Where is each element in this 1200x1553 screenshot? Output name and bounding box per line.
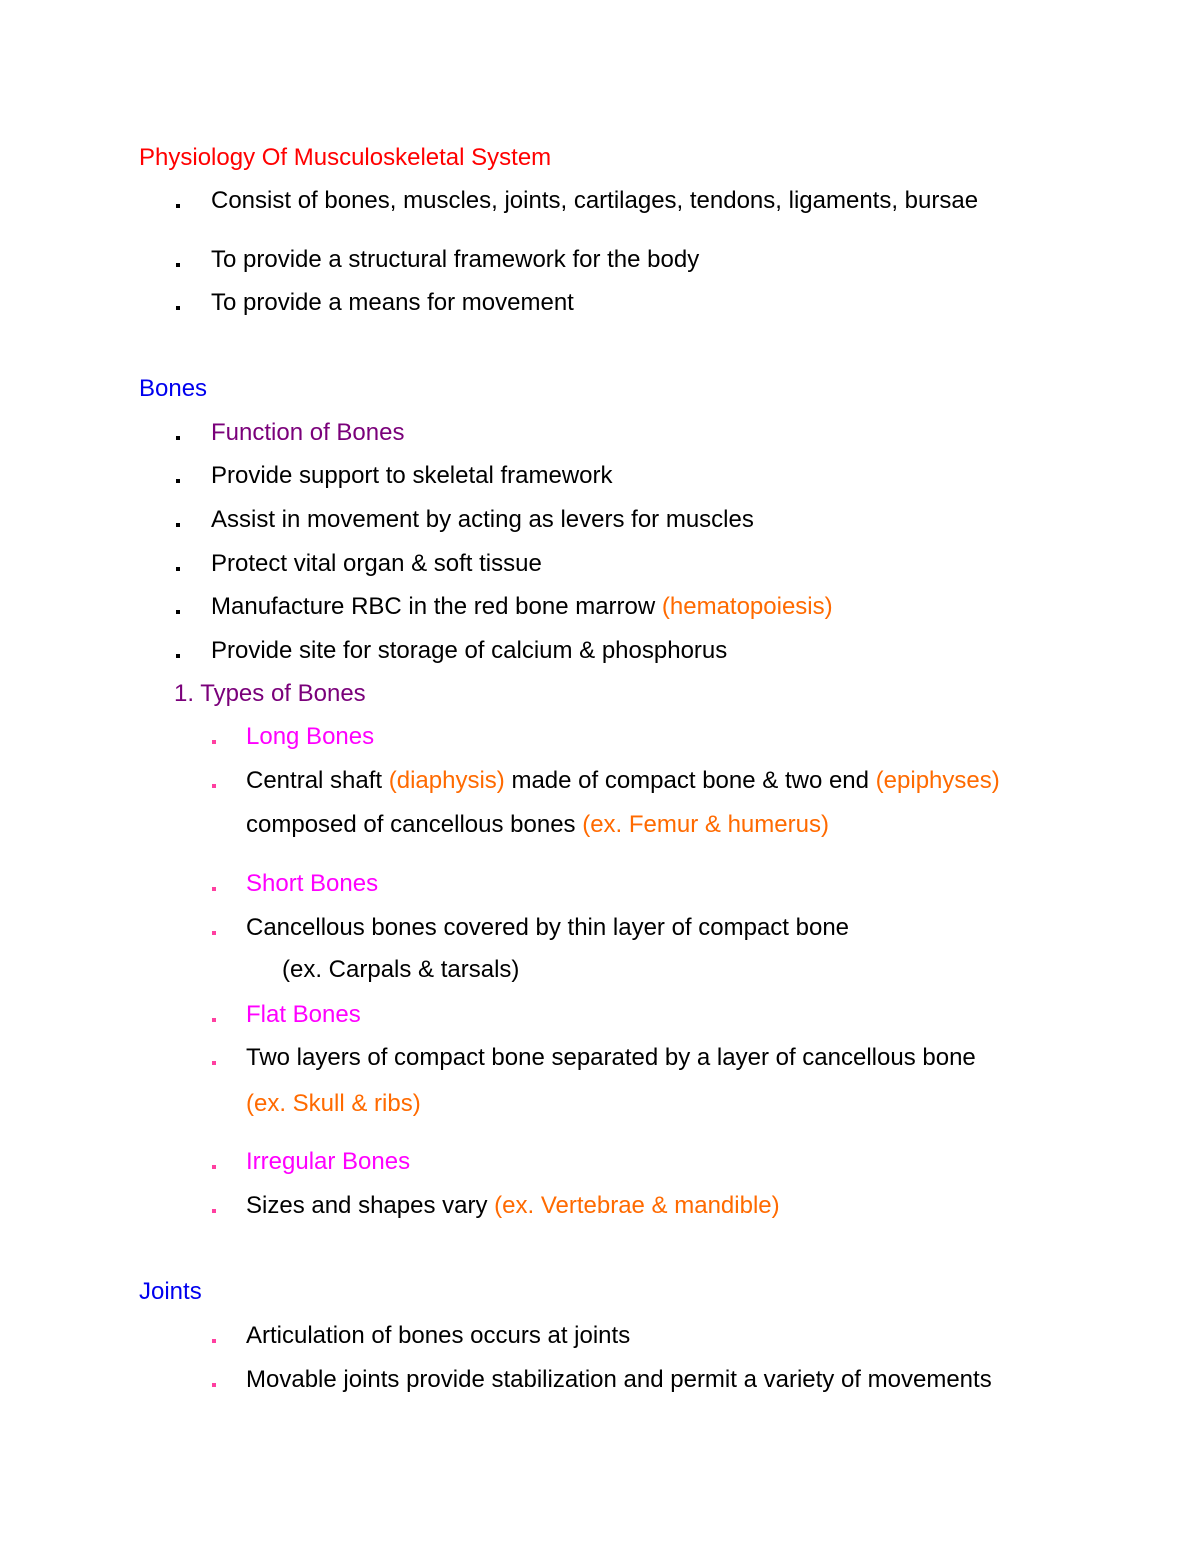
bullet-icon <box>212 784 216 788</box>
list-item: To provide a structural framework for the body <box>211 246 700 273</box>
bullet-icon <box>212 740 216 744</box>
rbc-note: (hematopoiesis) <box>661 593 833 620</box>
list-item <box>211 592 833 622</box>
long-text-composed: composed of cancellous bones <box>246 811 583 838</box>
list-item: Provide support to skeletal framework <box>211 462 613 489</box>
bullet-icon <box>212 1061 216 1065</box>
bullet-icon <box>176 436 180 440</box>
bullet-icon <box>176 479 180 483</box>
short-bones-example: (ex. Carpals & tarsals) <box>282 956 520 983</box>
bullet-icon <box>212 1209 216 1213</box>
section-title-joints: Joints <box>139 1278 202 1305</box>
list-item: To provide a means for movement <box>211 289 574 316</box>
section-title-physiology: Physiology Of Musculoskeletal System <box>139 144 552 171</box>
bullet-icon <box>212 1165 216 1169</box>
bullet-icon <box>176 263 180 267</box>
long-note-diaphysis: (diaphysis) <box>388 767 505 794</box>
list-item: Consist of bones, muscles, joints, cartilages, tendons, ligaments, bursae <box>211 187 979 214</box>
flat-bones-description: Two layers of compact bone separated by a layer of cancellous bone <box>246 1044 976 1071</box>
irregular-text: Sizes and shapes vary <box>246 1192 495 1219</box>
subheading-function-of-bones: Function of Bones <box>211 419 405 446</box>
bullet-icon <box>176 523 180 527</box>
bullet-icon <box>212 1339 216 1343</box>
list-item: Assist in movement by acting as levers for muscles <box>211 506 754 533</box>
long-bones-title: Long Bones <box>246 723 375 750</box>
bullet-icon <box>176 654 180 658</box>
long-text-a: Central shaft <box>246 767 389 794</box>
irregular-example: (ex. Vertebrae & mandible) <box>494 1192 780 1219</box>
bullet-icon <box>176 306 180 310</box>
irregular-bones-title: Irregular Bones <box>246 1148 411 1175</box>
short-bones-description: Cancellous bones covered by thin layer of compact bone <box>246 914 850 941</box>
irregular-bones-description <box>246 1191 780 1221</box>
long-note-epiphyses: (epiphyses) <box>875 767 1000 794</box>
long-text-c: made of compact bone & two end <box>504 767 876 794</box>
bullet-icon <box>176 567 180 571</box>
subheading-types-of-bones: 1. Types of Bones <box>174 680 366 707</box>
long-example: (ex. Femur & humerus) <box>582 811 829 838</box>
section-title-bones: Bones <box>139 375 208 402</box>
bullet-icon <box>176 610 180 614</box>
bullet-icon <box>212 1018 216 1022</box>
bullet-icon <box>176 204 180 208</box>
list-item: Movable joints provide stabilization and permit a variety of movements <box>246 1366 992 1393</box>
bullet-icon <box>212 1383 216 1387</box>
list-item: Protect vital organ & soft tissue <box>211 550 542 577</box>
flat-bones-example: (ex. Skull & ribs) <box>246 1090 421 1117</box>
long-bones-description <box>246 766 1000 796</box>
rbc-text: Manufacture RBC in the red bone marrow <box>211 593 662 620</box>
flat-bones-title: Flat Bones <box>246 1001 361 1028</box>
bullet-icon <box>212 887 216 891</box>
list-item: Provide site for storage of calcium & phosphorus <box>211 637 728 664</box>
list-item: Articulation of bones occurs at joints <box>246 1322 631 1349</box>
long-bones-description-cont <box>246 810 829 840</box>
bullet-icon <box>212 931 216 935</box>
short-bones-title: Short Bones <box>246 870 379 897</box>
